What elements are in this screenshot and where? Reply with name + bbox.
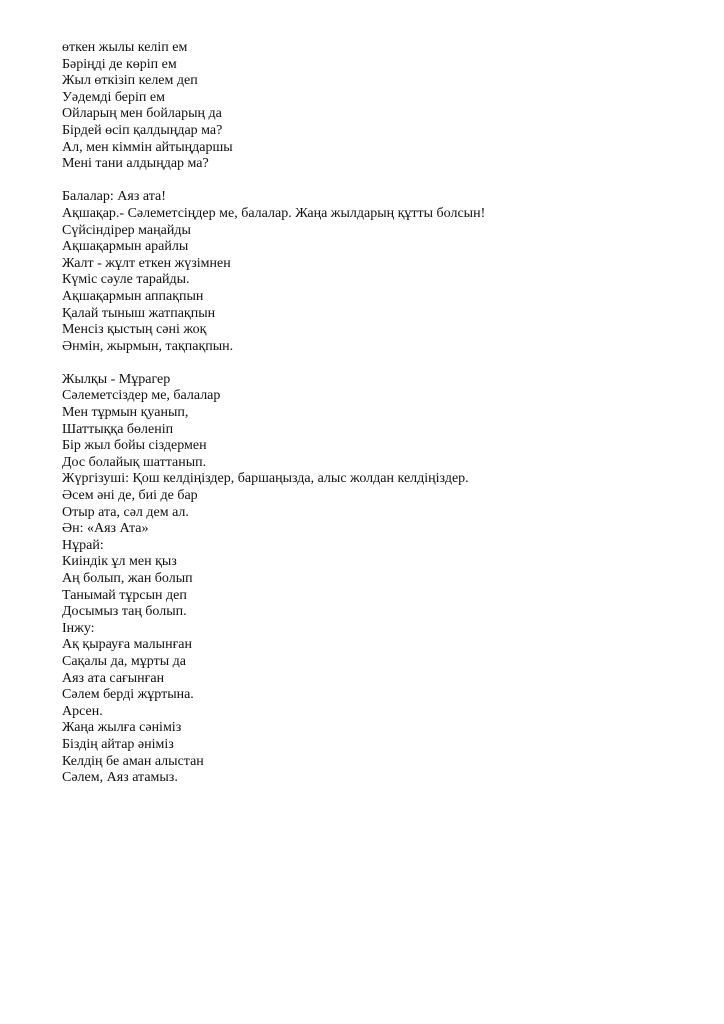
text-line: Шаттыққа бөленіп — [62, 421, 174, 437]
text-line: Ақ қырауға малынған — [62, 637, 193, 653]
stanza-1 — [62, 40, 702, 173]
stanza-gap — [62, 355, 702, 372]
text-line: Менсіз қыстың сәні жоқ — [62, 322, 207, 338]
text-line: Бірдей өсіп қалдыңдар ма? — [62, 122, 223, 138]
text-line: Танымай тұрсын деп — [62, 587, 187, 603]
text-line: Әсем әні де, биі де бар — [62, 488, 198, 504]
text-line: Сәлем, Аяз атамыз. — [62, 770, 178, 786]
text-line: Балалар: Аяз ата! — [62, 189, 166, 205]
text-line: Келдің бе аман алыстан — [62, 753, 204, 769]
text-line: Күміс сәуле тарайды. — [62, 272, 190, 288]
text-line: Дос болайық шаттанып. — [62, 454, 207, 470]
text-line: Ақшақармын аппақпын — [62, 288, 204, 304]
text-line: Біздің айтар әніміз — [62, 736, 174, 752]
text-line: Уәдемді беріп ем — [62, 89, 165, 105]
text-line: Сәлем берді жұртына. — [62, 687, 194, 703]
text-line: Сақалы да, мұрты да — [62, 653, 186, 669]
text-line: Ақшақармын арайлы — [62, 239, 189, 255]
text-line: Ән: «Аяз Ата» — [62, 521, 149, 537]
stanza-gap — [62, 173, 702, 190]
poem-text — [62, 40, 702, 787]
text-line: Бәріңді де көріп ем — [62, 56, 177, 72]
text-line: Арсен. — [62, 703, 103, 719]
text-line: Інжу: — [62, 620, 95, 636]
text-line: Ойларың мен бойларың да — [62, 106, 222, 122]
text-line: Ал, мен кіммін айтыңдаршы — [62, 139, 233, 155]
stanza-2 — [62, 189, 702, 355]
text-line: Киіндік ұл мен қыз — [62, 554, 177, 570]
text-line: Жылқы - Мұрагер — [62, 371, 171, 387]
text-line: Жүргізуші: Қош келдіңіздер, баршаңызда, алыс жолдан келдіңіздер. — [62, 471, 469, 487]
text-line: Аң болып, жан болып — [62, 571, 193, 586]
text-line: Әнмін, жырмын, тақпақпын. — [62, 338, 234, 354]
text-line: Ақшақар.- Сәлеметсіңдер ме, балалар. Жаңа жылдарың құтты болсын! — [62, 205, 486, 221]
text-line: өткен жылы келіп ем — [62, 40, 188, 55]
text-line: Жалт - жұлт еткен жүзімнен — [62, 255, 231, 271]
text-line: Мен тұрмын қуанып, — [62, 405, 189, 421]
text-line: Сүйсіндірер маңайды — [62, 222, 191, 238]
text-line: Жыл өткізіп келем деп — [62, 73, 198, 89]
text-line: Қалай тыныш жатпақпын — [62, 305, 216, 321]
text-line: Сәлеметсіздер ме, балалар — [62, 388, 221, 404]
text-line: Бір жыл бойы сіздермен — [62, 438, 207, 454]
text-line: Нұрай: — [62, 537, 104, 553]
text-line: Мені тани алдыңдар ма? — [62, 156, 209, 172]
text-line: Аяз ата сағынған — [62, 670, 165, 686]
text-line: Жаңа жылға сәніміз — [62, 720, 182, 736]
text-line: Отыр ата, сәл дем ал. — [62, 504, 189, 520]
text-line: Досымыз таң болып. — [62, 604, 187, 620]
stanza-3 — [62, 372, 702, 787]
